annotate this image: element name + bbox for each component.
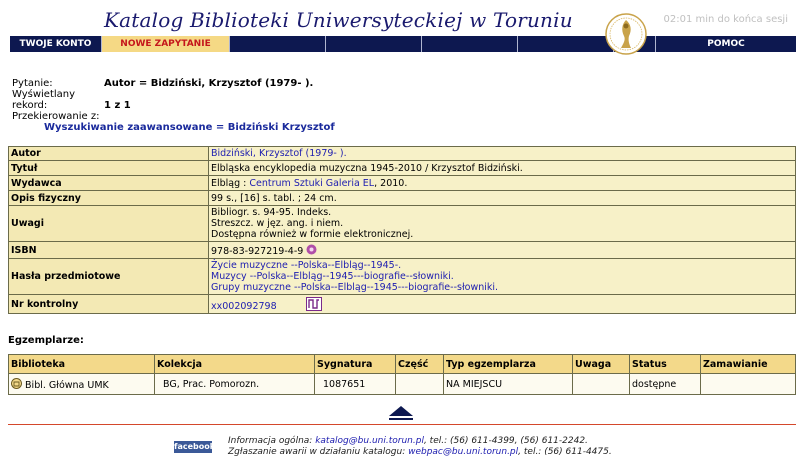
col-signature: Sygnatura bbox=[315, 355, 396, 374]
note-line: Dostępna również w formie elektronicznej. bbox=[211, 229, 414, 240]
col-collection: Kolekcja bbox=[155, 355, 315, 374]
nav-empty-3[interactable] bbox=[422, 36, 518, 52]
isbn-label: ISBN bbox=[9, 242, 209, 259]
library-info-icon[interactable] bbox=[11, 378, 22, 389]
status-value: dostępne bbox=[630, 374, 701, 395]
note-line: Bibliogr. s. 94-95. Indeks. bbox=[211, 207, 332, 218]
physical-value: 99 s., [16] s. tabl. ; 24 cm. bbox=[209, 191, 796, 206]
part-value bbox=[396, 374, 444, 395]
subject-link[interactable]: Grupy muzyczne --Polska--Elbląg--1945---biografie--słowniki. bbox=[211, 282, 499, 293]
control-number-label: Nr kontrolny bbox=[9, 295, 209, 314]
copies-table bbox=[8, 354, 796, 395]
support-phone: , tel.: (56) 611-4475. bbox=[518, 447, 612, 457]
note-value bbox=[573, 374, 630, 395]
record-row bbox=[9, 206, 796, 242]
control-number-link[interactable]: xx002092798 bbox=[211, 300, 277, 312]
nav-help[interactable]: POMOC bbox=[707, 39, 745, 49]
title-label: Tytuł bbox=[9, 161, 209, 176]
physical-label: Opis fizyczny bbox=[9, 191, 209, 206]
support-label: Zgłaszanie awarii w działaniu katalogu: bbox=[228, 447, 409, 457]
session-timer: 02:01 min do końca sesji bbox=[663, 14, 788, 25]
general-email-link[interactable]: katalog@bu.uni.torun.pl bbox=[315, 436, 424, 446]
record-row bbox=[9, 295, 796, 314]
nav-empty-2[interactable] bbox=[326, 36, 422, 52]
general-info-label: Informacja ogólna: bbox=[228, 436, 316, 446]
site-title: Katalog Biblioteki Uniwersyteckiej w Toruniu bbox=[104, 8, 573, 32]
publisher-year: , 2010. bbox=[374, 177, 408, 189]
signature-value: 1087651 bbox=[315, 374, 396, 395]
col-note: Uwaga bbox=[573, 355, 630, 374]
record-row bbox=[9, 147, 796, 161]
title-value: Elbląska encyklopedia muzyczna 1945-2010 / Krzysztof Bidziński. bbox=[209, 161, 796, 176]
col-part: Część bbox=[396, 355, 444, 374]
nav-empty-4[interactable] bbox=[518, 36, 614, 52]
note-line: Streszcz. w jęz. ang. i niem. bbox=[211, 218, 344, 229]
redirect-label: Przekierowanie z: bbox=[12, 111, 100, 122]
nav-empty-1[interactable] bbox=[230, 36, 326, 52]
back-to-top-icon[interactable] bbox=[388, 405, 414, 421]
table-row bbox=[9, 374, 796, 395]
col-item-type: Typ egzemplarza bbox=[444, 355, 573, 374]
col-order: Zamawianie bbox=[701, 355, 796, 374]
notes-label: Uwagi bbox=[9, 206, 209, 242]
isbn-value: 978-83-927219-4-9 bbox=[211, 245, 304, 257]
university-seal-icon[interactable] bbox=[604, 6, 648, 68]
marc-view-icon[interactable] bbox=[306, 297, 322, 311]
support-email-link[interactable]: webpac@bu.uni.torun.pl bbox=[408, 447, 519, 457]
collection-value: BG, Prac. Pomorozn. bbox=[155, 374, 315, 395]
isbn-lookup-icon[interactable] bbox=[306, 244, 317, 255]
record-row bbox=[9, 259, 796, 295]
query-info bbox=[12, 78, 335, 133]
record-table bbox=[8, 146, 796, 314]
author-label: Autor bbox=[9, 147, 209, 161]
record-row bbox=[9, 242, 796, 259]
header bbox=[0, 0, 800, 56]
record-row bbox=[9, 161, 796, 176]
facebook-icon[interactable]: facebook bbox=[174, 442, 216, 451]
footer-divider bbox=[8, 424, 796, 425]
subject-link[interactable]: Muzycy --Polska--Elbląg--1945---biografie--słowniki. bbox=[211, 271, 454, 282]
general-phone: , tel.: (56) 611-4399, (56) 611-2242. bbox=[423, 436, 588, 446]
publisher-place: Elbląg : bbox=[211, 177, 250, 189]
author-link[interactable]: Bidziński, Krzysztof (1979- ). bbox=[211, 148, 347, 159]
displayed-record-value: 1 z 1 bbox=[104, 100, 131, 111]
nav-new-query[interactable]: NOWE ZAPYTANIE bbox=[102, 36, 230, 52]
col-library: Biblioteka bbox=[9, 355, 155, 374]
redirect-link[interactable]: Wyszukiwanie zaawansowane = Bidziński Krzysztof bbox=[44, 122, 335, 133]
displayed-record-label: Wyświetlany rekord: bbox=[12, 89, 76, 111]
record-row bbox=[9, 191, 796, 206]
publisher-label: Wydawca bbox=[9, 176, 209, 191]
footer-contact bbox=[228, 436, 612, 458]
item-type-value: NA MIEJSCU bbox=[444, 374, 573, 395]
question-value: Autor = Bidziński, Krzysztof (1979- ). bbox=[104, 78, 314, 89]
copies-heading: Egzemplarze: bbox=[8, 335, 84, 346]
question-label: Pytanie: bbox=[12, 78, 53, 89]
main-nav bbox=[10, 36, 796, 52]
order-value[interactable] bbox=[701, 374, 796, 395]
record-row bbox=[9, 176, 796, 191]
subject-link[interactable]: Życie muzyczne --Polska--Elbląg--1945-. bbox=[211, 260, 402, 271]
library-value: Bibl. Główna UMK bbox=[25, 379, 109, 391]
nav-your-account[interactable]: TWOJE KONTO bbox=[10, 36, 102, 52]
col-status: Status bbox=[630, 355, 701, 374]
subjects-label: Hasła przedmiotowe bbox=[9, 259, 209, 295]
publisher-link[interactable]: Centrum Sztuki Galeria EL bbox=[249, 177, 375, 189]
